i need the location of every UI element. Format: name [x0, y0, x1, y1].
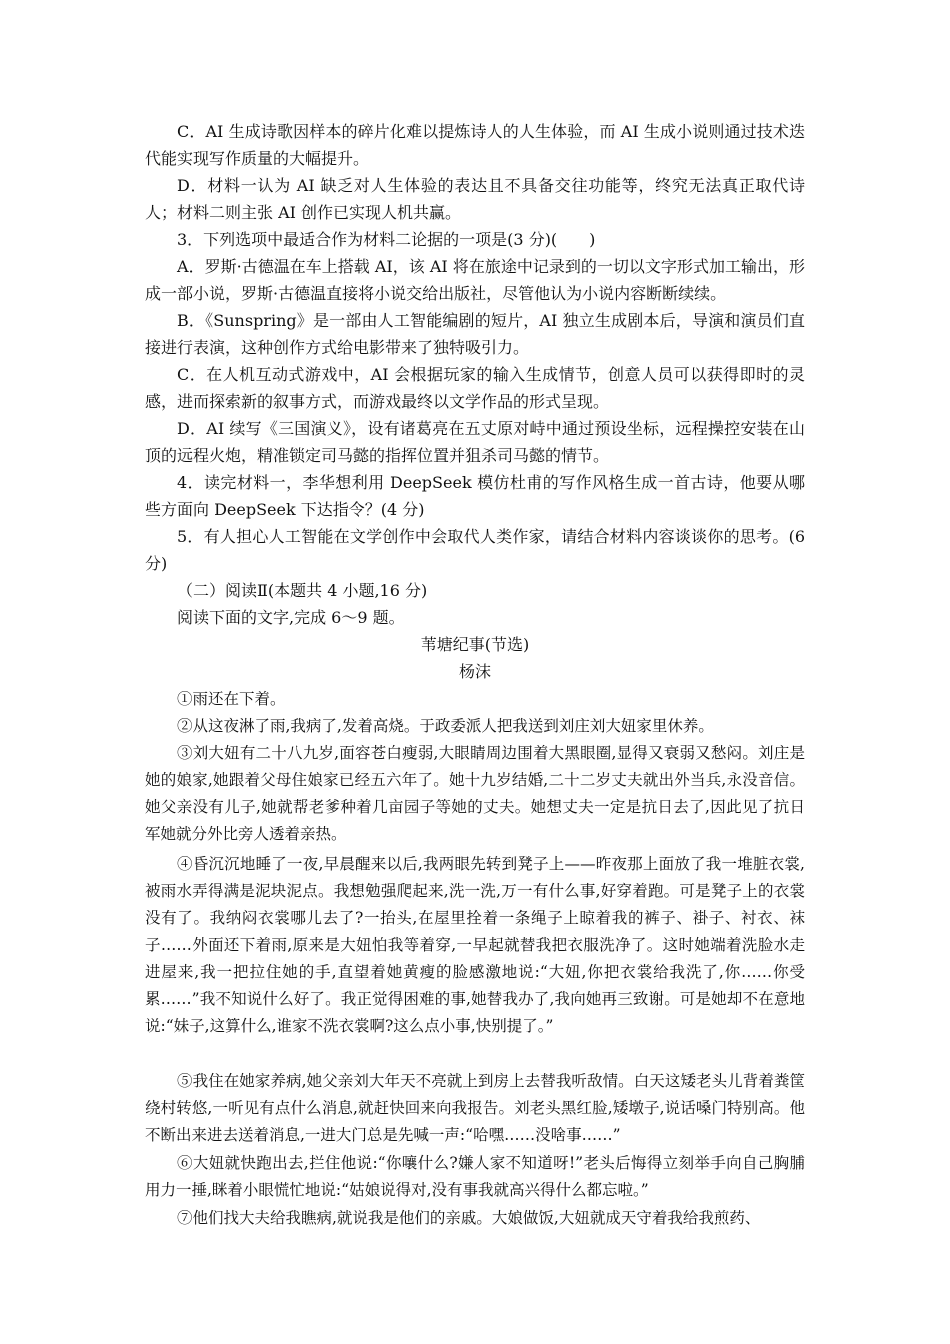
story-paragraph-7: ⑦他们找大夫给我瞧病,就说我是他们的亲戚。大娘做饭,大妞就成天守着我给我煎药、 — [177, 1209, 761, 1227]
q3-stem: 3．下列选项中最适合作为材料二论据的一项是(3 分)( ) — [177, 230, 596, 249]
q3-option-a: A．罗斯·古德温在车上搭载 AI，该 AI 将在旅途中记录到的一切以文字形式加工输出，形成一部小说，罗斯·古德温直接将小说交给出版社，尽管他认为小说内容断断续续。 — [145, 257, 805, 303]
story-paragraph-5: ⑤我住在她家养病,她父亲刘大年天不亮就上到房上去替我听敌情。白天这矮老头儿背着粪筐绕村转悠,一听见有点什么消息,就赶快回来向我报告。刘老头黑红脸,矮墩子,说话嗓门特别高。他不断出来进去送着消息,一进大门总是先喊一声:“哈嘿……没啥事……” — [145, 1072, 805, 1144]
story-paragraph-2: ②从这夜淋了雨,我病了,发着高烧。于政委派人把我送到刘庄刘大妞家里休养。 — [177, 717, 714, 735]
q2-option-c: C．AI 生成诗歌因样本的碎片化难以提炼诗人的人生体验，而 AI 生成小说则通过技术迭代能实现写作质量的大幅提升。 — [145, 122, 805, 168]
q3-option-b: B．《Sunspring》是一部由人工智能编剧的短片，AI 独立生成剧本后，导演和演员们直接进行表演，这种创作方式给电影带来了独特吸引力。 — [145, 311, 805, 357]
question-4: 4．读完材料一，李华想利用 DeepSeek 模仿杜甫的写作风格生成一首古诗，他要从哪些方面向 DeepSeek 下达指令？(4 分) — [145, 473, 805, 519]
passage-author: 杨沫 — [458, 662, 491, 681]
section-heading: （二）阅读Ⅱ(本题共 4 小题,16 分) — [177, 581, 428, 600]
q2-option-d: D．材料一认为 AI 缺乏对人生体验的表达且不具备交往功能等，终究无法真正取代诗人；材料二则主张 AI 创作已实现人机共赢。 — [145, 176, 805, 222]
story-paragraph-1: ①雨还在下着。 — [177, 690, 286, 708]
story-paragraph-4: ④昏沉沉地睡了一夜,早晨醒来以后,我两眼先转到凳子上——昨夜那上面放了我一堆脏衣裳,被雨水弄得满是泥块泥点。我想勉强爬起来,洗一洗,万一有什么事,好穿着跑。可是凳子上的衣裳没有了。我纳闷衣裳哪儿去了?一抬头,在屋里拴着一条绳子上晾着我的裤子、褂子、衬衣、袜子……外面还下着雨,原来是大妞怕我等着穿,一早起就替我把衣服洗净了。这时她端着洗脸水走进屋来,我一把拉住她的手,直望着她黄瘦的脸感激地说:“大妞,你把衣裳给我洗了,你……你受累……”我不知说什么好了。我正觉得困难的事,她替我办了,我向她再三致谢。可是她却不在意地说:“妹子,这算什么,谁家不洗衣裳啊?这么点小事,快别提了。” — [145, 855, 805, 1035]
q3-option-c: C．在人机互动式游戏中，AI 会根据玩家的输入生成情节，创意人员可以获得即时的灵感，进而探索新的叙事方式，而游戏最终以文学作品的形式呈现。 — [145, 365, 805, 411]
story-paragraph-3: ③刘大妞有二十八九岁,面容苍白瘦弱,大眼睛周边围着大黑眼圈,显得又衰弱又愁闷。刘庄是她的娘家,她跟着父母住娘家已经五六年了。她十九岁结婚,二十二岁丈夫就出外当兵,永没音信。她父亲没有儿子,她就帮老爹种着几亩园子等她的丈夫。她想丈夫一定是抗日去了,因此见了抗日军她就分外比旁人透着亲热。 — [145, 744, 805, 843]
story-paragraph-6: ⑥大妞就快跑出去,拦住他说:“你嚷什么?嫌人家不知道呀!”老头后悔得立刻举手向自己胸脯用力一捶,眯着小眼慌忙地说:“姑娘说得对,没有事我就高兴得什么都忘啦。” — [145, 1154, 805, 1199]
reading-instruction: 阅读下面的文字,完成 6～9 题。 — [177, 608, 405, 627]
question-5: 5．有人担心人工智能在文学创作中会取代人类作家，请结合材料内容谈谈你的思考。(6 分) — [145, 527, 805, 573]
passage-title: 苇塘纪事(节选) — [420, 635, 530, 654]
q3-option-d: D．AI 续写《三国演义》，设有诸葛亮在五丈原对峙中通过预设坐标，远程操控安装在山顶的远程火炮，精准锁定司马懿的指挥位置并狙杀司马懿的情节。 — [145, 419, 805, 465]
